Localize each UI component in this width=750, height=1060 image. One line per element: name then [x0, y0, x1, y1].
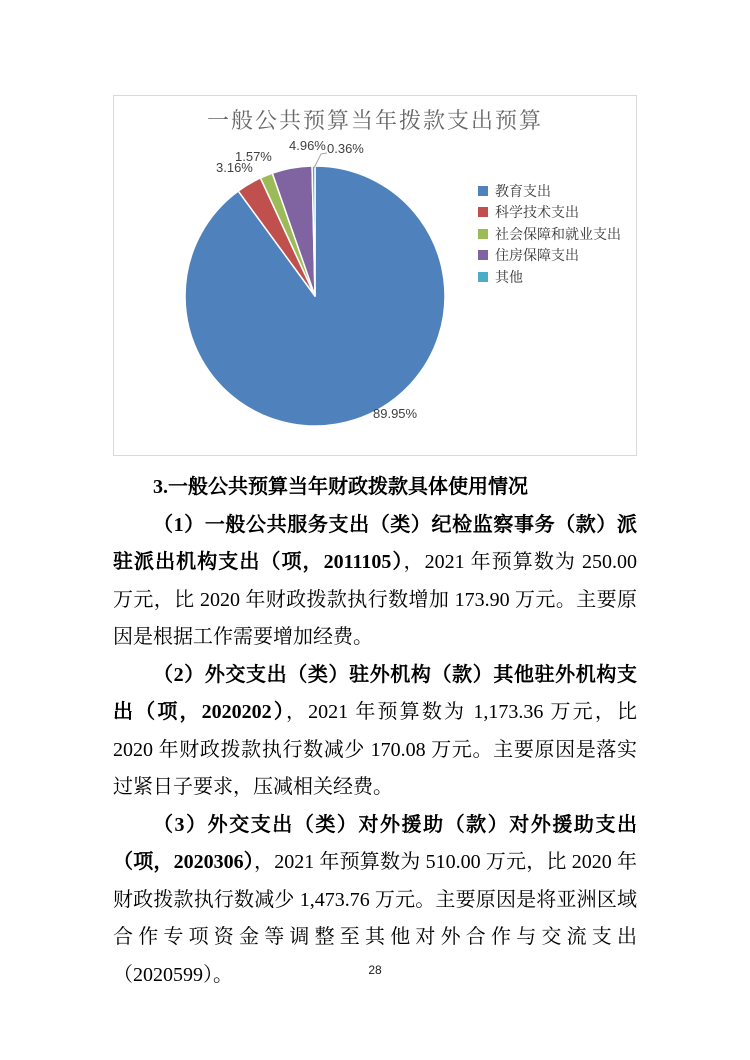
legend-swatch-icon — [478, 229, 488, 239]
page-number: 28 — [368, 963, 382, 977]
paragraph-3-text: ，2021 年预算数为 510.00 万元，比 2020 年财政拨款执行数减少 1,473.76 万元。主要原因是将亚洲区域合作专项资金等调整至其他对外合作与交流支出（2020599）。 — [113, 851, 637, 986]
pie-percent-label-science: 3.16% — [216, 160, 253, 175]
pie-percent-label-housing: 4.96% — [289, 138, 326, 153]
legend-label: 科学技术支出 — [495, 206, 579, 222]
paragraph-2-text: ，2021 年预算数为 1,173.36 万元，比 2020 年财政拨款执行数减少 170.08 万元。主要原因是落实过紧日子要求，压减相关经费。 — [113, 701, 637, 798]
legend-swatch-icon — [478, 186, 488, 196]
pie-percent-label-education: 89.95% — [373, 406, 418, 421]
legend-swatch-icon — [478, 250, 488, 260]
legend-label: 其他 — [495, 270, 523, 286]
legend-item — [478, 245, 621, 267]
legend-label: 住房保障支出 — [495, 249, 579, 265]
chart-legend — [478, 180, 621, 288]
chart-title: 一般公共预算当年拨款支出预算 — [206, 108, 543, 133]
legend-swatch-icon — [478, 272, 488, 282]
legend-item — [478, 223, 621, 245]
paragraph-1-text: ，2021 年预算数为 250.00 万元，比 2020 年财政拨款执行数增加 173.90 万元。主要原因是根据工作需要增加经费。 — [113, 551, 637, 648]
document-body — [113, 469, 637, 994]
pie-percent-label-social-security: 1.57% — [235, 149, 272, 164]
legend-item — [478, 266, 621, 288]
legend-item — [478, 202, 621, 224]
paragraph-1 — [113, 507, 637, 657]
pie-percent-label-other: 0.36% — [327, 141, 364, 156]
section-heading: 3.一般公共预算当年财政拨款具体使用情况 — [153, 476, 528, 498]
legend-label: 教育支出 — [495, 184, 551, 200]
paragraph-3-bold-lead: （3）外交支出（类）对外援助（款）对外援助支出（项，2020306） — [113, 813, 637, 873]
legend-label: 社会保障和就业支出 — [495, 227, 621, 243]
legend-item — [478, 180, 621, 202]
legend-swatch-icon — [478, 207, 488, 217]
pie-chart-frame — [113, 95, 637, 456]
paragraph-1-bold-lead: （1）一般公共服务支出（类）纪检监察事务（款）派驻派出机构支出（项，2011105） — [113, 513, 637, 573]
paragraph-2 — [113, 657, 637, 807]
paragraph-2-bold-lead: （2）外交支出（类）驻外机构（款）其他驻外机构支出（项，2020202） — [113, 663, 637, 723]
